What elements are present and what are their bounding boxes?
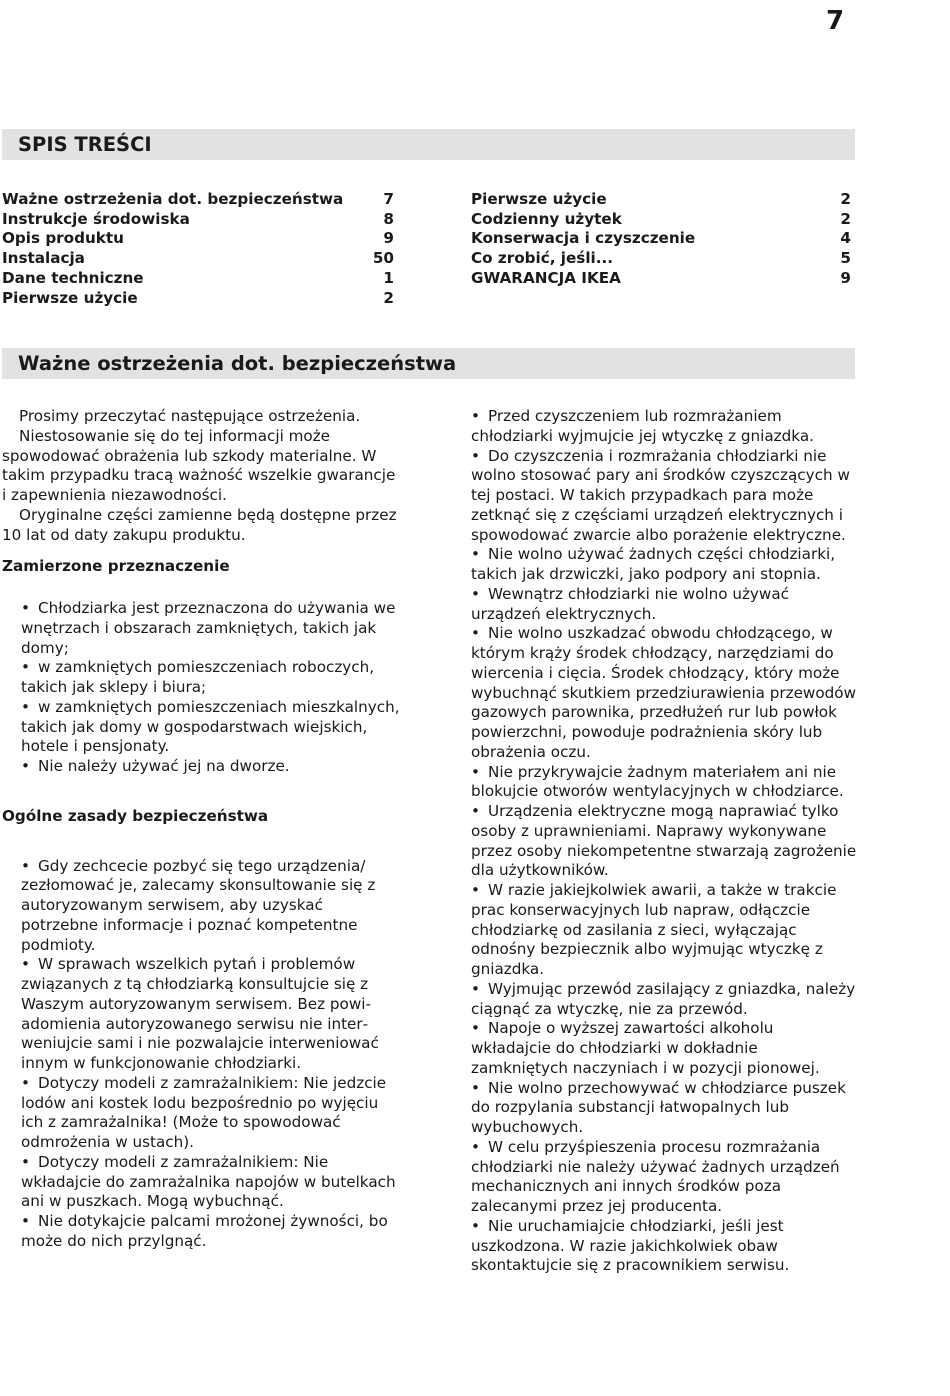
list-item-text: W sprawach wszelkich pytań i problemów związanych z tą chłodziarką konsultujcie się z Waszym autoryzowanym serwisem. Bez powiadomienia autoryzowanego serwisu nie interweniujcie sami i nie pozwalajcie interweniować innym w funkcjonowanie chłodziarki. — [21, 955, 379, 1072]
list-item-text: Urządzenia elektryczne mogą naprawiać tylko osoby z uprawnieniami. Naprawy wykonywane przez osoby niekompetentne stwarzają zagrożenie dla użytkowników. — [471, 802, 857, 880]
toc-left-column — [2, 190, 394, 308]
toc-entry[interactable] — [2, 190, 394, 210]
list-item-text: w zamkniętych pomieszczeniach mieszkalnych, takich jak domy w gospodarstwach wiejskich, hotele i pensjonaty. — [21, 697, 400, 756]
list-item-text: Nie należy używać jej na dworze. — [38, 757, 290, 775]
bullet-icon: • — [21, 955, 30, 974]
list-item-text: Gdy zechcecie pozbyć się tego urządzenia/ zezłomować je, zalecamy skonsultowanie się z autoryzowanym serwisem, aby uzyskać potrzebne informacje i poznać kompetentne podmioty. — [21, 856, 376, 954]
toc-entry-title: Instalacja — [2, 249, 85, 268]
toc-entry-page: 2 — [840, 190, 851, 208]
list-item-text: Nie uruchamiajcie chłodziarki, jeśli jest uszkodzona. W razie jakichkolwiek obaw skontaktujcie się z pracownikiem serwisu. — [471, 1216, 790, 1275]
bullet-icon: • — [471, 407, 480, 425]
list-item — [471, 447, 857, 546]
toc-entry[interactable] — [2, 229, 394, 249]
toc-entry-title: Ważne ostrzeżenia dot. bezpieczeństwa — [2, 190, 344, 208]
toc-entry[interactable] — [471, 269, 851, 289]
bullet-icon: • — [471, 1137, 480, 1156]
toc-entry-page: 9 — [840, 268, 851, 287]
list-item-text: Wewnątrz chłodziarki nie wolno używać urządzeń elektrycznych. — [471, 584, 789, 623]
list-item — [471, 624, 857, 762]
safety-heading: Ważne ostrzeżenia dot. bezpieczeństwa — [2, 348, 855, 379]
list-item-text: Nie dotykajcie palcami mrożonej żywności, bo może do nich przylgnąć. — [21, 1212, 388, 1250]
list-item-text: Nie wolno uszkadzać obwodu chłodzącego, w którym krąży środek chłodzący, narzędziami do wiercenia i cięcia. Środek chłodzący, który może wybuchnąć skutkiem przedziurawienia przewodów gazowych parownika, przedłużeń rur lub powłok powierzchni, powoduje podrażnienia skóry lub obrażenia oczu. — [471, 624, 857, 761]
bullet-icon: • — [471, 1019, 480, 1038]
toc-entry-title: Pierwsze użycie — [471, 190, 607, 208]
list-item — [471, 881, 857, 980]
toc-entry-title: Instrukcje środowiska — [2, 209, 190, 228]
list-item-text: W celu przyśpieszenia procesu rozmrażania chłodziarki nie należy używać żadnych urządzeń mechanicznych ani innych środków poza zalecanymi przez jej producenta. — [471, 1137, 840, 1215]
list-item — [471, 763, 857, 803]
bullet-icon: • — [471, 979, 480, 998]
toc-entry[interactable] — [471, 190, 851, 210]
general-safety-list — [2, 857, 402, 1252]
list-item — [471, 1217, 857, 1276]
list-item — [471, 407, 857, 447]
toc-right-column — [471, 190, 851, 289]
list-item-text: Dotyczy modeli z zamrażalnikiem: Nie jedzcie lodów ani kostek lodu bezpośrednio po wyjęciu ich z zamrażalnika! (Może to spowodować odmrożenia w ustach). — [21, 1073, 387, 1151]
toc-entry-title: Opis produktu — [2, 229, 124, 248]
list-item — [21, 698, 402, 757]
safety-left-column — [2, 407, 402, 1252]
toc-entry-title: GWARANCJA IKEA — [471, 268, 621, 287]
toc-heading: SPIS TREŚCI — [2, 129, 855, 160]
bullet-icon: • — [471, 762, 480, 781]
safety-right-column — [471, 407, 857, 1276]
list-item-text: W razie jakiejkolwiek awarii, a także w trakcie prac konserwacyjnych lub napraw, odłączcie chłodziarkę od zasilania z sieci, wyłączając odnośny bezpiecznik albo wyjmując wtyczkę z gniazdka. — [471, 881, 837, 978]
toc-entry[interactable] — [471, 249, 851, 269]
bullet-icon: • — [471, 1216, 480, 1235]
toc-entry[interactable] — [2, 289, 394, 309]
toc-entry-title: Pierwsze użycie — [2, 288, 138, 307]
toc-entry-page: 4 — [840, 229, 851, 248]
toc-entry-page: 2 — [383, 288, 394, 307]
list-item — [21, 955, 402, 1074]
bullet-icon: • — [471, 545, 480, 564]
list-item — [21, 1074, 402, 1153]
page-number: 7 — [826, 6, 845, 36]
list-item — [471, 1019, 857, 1078]
toc-entry-page: 1 — [383, 268, 394, 287]
bullet-icon: • — [21, 697, 30, 716]
bullet-icon: • — [471, 881, 480, 899]
list-item-text: Nie wolno przechowywać w chłodziarce puszek do rozpylania substancji łatwopalnych lub wybuchowych. — [471, 1078, 846, 1136]
bullet-icon: • — [21, 856, 30, 875]
bullet-icon: • — [21, 1073, 30, 1092]
list-item — [471, 802, 857, 881]
toc-entry-page: 50 — [372, 249, 394, 268]
intended-use-heading: Zamierzone przeznaczenie — [2, 557, 230, 576]
list-item — [21, 1153, 402, 1212]
toc-entry-title: Codzienny użytek — [471, 209, 622, 228]
list-item-text: Chłodziarka jest przeznaczona do używania we wnętrzach i obszarach zamkniętych, takich jak domy; — [21, 599, 396, 657]
general-safety-heading: Ogólne zasady bezpieczeństwa — [2, 806, 269, 825]
intro-paragraph: Oryginalne części zamienne będą dostępne przez 10 lat od daty zakupu produktu. — [2, 505, 397, 544]
bullet-icon: • — [471, 446, 480, 465]
bullet-icon: • — [21, 599, 30, 617]
bullet-icon: • — [21, 1212, 30, 1230]
list-item-text: Do czyszczenia i rozmrażania chłodziarki nie wolno stosować pary ani środków czyszczących w tej postaci. W takich przypadkach para może zetknąć się z częściami urządzeń elektrycznych i spowodować zwarcie albo porażenie elektryczne. — [471, 446, 850, 544]
intro-paragraph: Niestosowanie się do tej informacji może spowodować obrażenia lub szkody materialne. W takim przypadku tracą ważność wszelkie gwarancje i zapewnienia niezawodności. — [2, 426, 396, 504]
list-item — [471, 980, 857, 1020]
list-item-text: Przed czyszczeniem lub rozmrażaniem chłodziarki wyjmujcie jej wtyczkę z gniazdka. — [471, 407, 814, 445]
list-item-text: Napoje o wyższej zawartości alkoholu wkładajcie do chłodziarki w dokładnie zamkniętych naczyniach i w pozycji pionowej. — [471, 1019, 820, 1077]
toc-entry[interactable] — [2, 269, 394, 289]
bullet-icon: • — [471, 624, 480, 643]
toc-entry-page: 8 — [383, 209, 394, 228]
intended-use-list — [2, 599, 402, 777]
toc-entry[interactable] — [2, 249, 394, 269]
intro-paragraph: Prosimy przeczytać następujące ostrzeżenia. — [19, 407, 361, 425]
list-item — [21, 857, 402, 956]
toc-entry-page: 7 — [383, 190, 394, 208]
bullet-icon: • — [471, 1078, 480, 1097]
list-item — [21, 757, 402, 777]
toc-entry[interactable] — [471, 229, 851, 249]
list-item — [21, 599, 402, 658]
list-item-text: Nie przykrywajcie żadnym materiałem ani nie blokujcie otworów wentylacyjnych w chłodziarce. — [471, 762, 844, 801]
toc-entry[interactable] — [471, 210, 851, 230]
list-item — [21, 658, 402, 698]
list-item — [471, 1079, 857, 1138]
list-item — [471, 585, 857, 625]
list-item — [471, 545, 857, 585]
toc-entry-title: Co zrobić, jeśli... — [471, 249, 614, 268]
bullet-icon: • — [21, 757, 30, 775]
bullet-icon: • — [21, 658, 30, 677]
list-item-text: Wyjmując przewód zasilający z gniazdka, należy ciągnąć za wtyczkę, nie za przewód. — [471, 979, 856, 1018]
list-item-text: Dotyczy modeli z zamrażalnikiem: Nie wkładajcie do zamrażalnika napojów w butelkach ani w puszkach. Mogą wybuchnąć. — [21, 1152, 396, 1211]
list-item-text: w zamkniętych pomieszczeniach roboczych, takich jak sklepy i biura; — [21, 658, 375, 696]
bullet-icon: • — [471, 584, 480, 603]
bullet-icon: • — [21, 1152, 30, 1171]
toc-entry-title: Konserwacja i czyszczenie — [471, 229, 696, 248]
safety-warnings-list — [471, 407, 857, 1276]
toc-entry[interactable] — [2, 210, 394, 230]
toc-entry-page: 5 — [840, 249, 851, 268]
toc-entry-title: Dane techniczne — [2, 268, 144, 287]
list-item — [471, 1138, 857, 1217]
bullet-icon: • — [471, 802, 480, 820]
list-item-text: Nie wolno używać żadnych części chłodziarki, takich jak drzwiczki, jako podpory ani stopnia. — [471, 545, 836, 583]
list-item — [21, 1212, 402, 1252]
toc-entry-page: 2 — [840, 209, 851, 228]
toc-entry-page: 9 — [383, 229, 394, 248]
